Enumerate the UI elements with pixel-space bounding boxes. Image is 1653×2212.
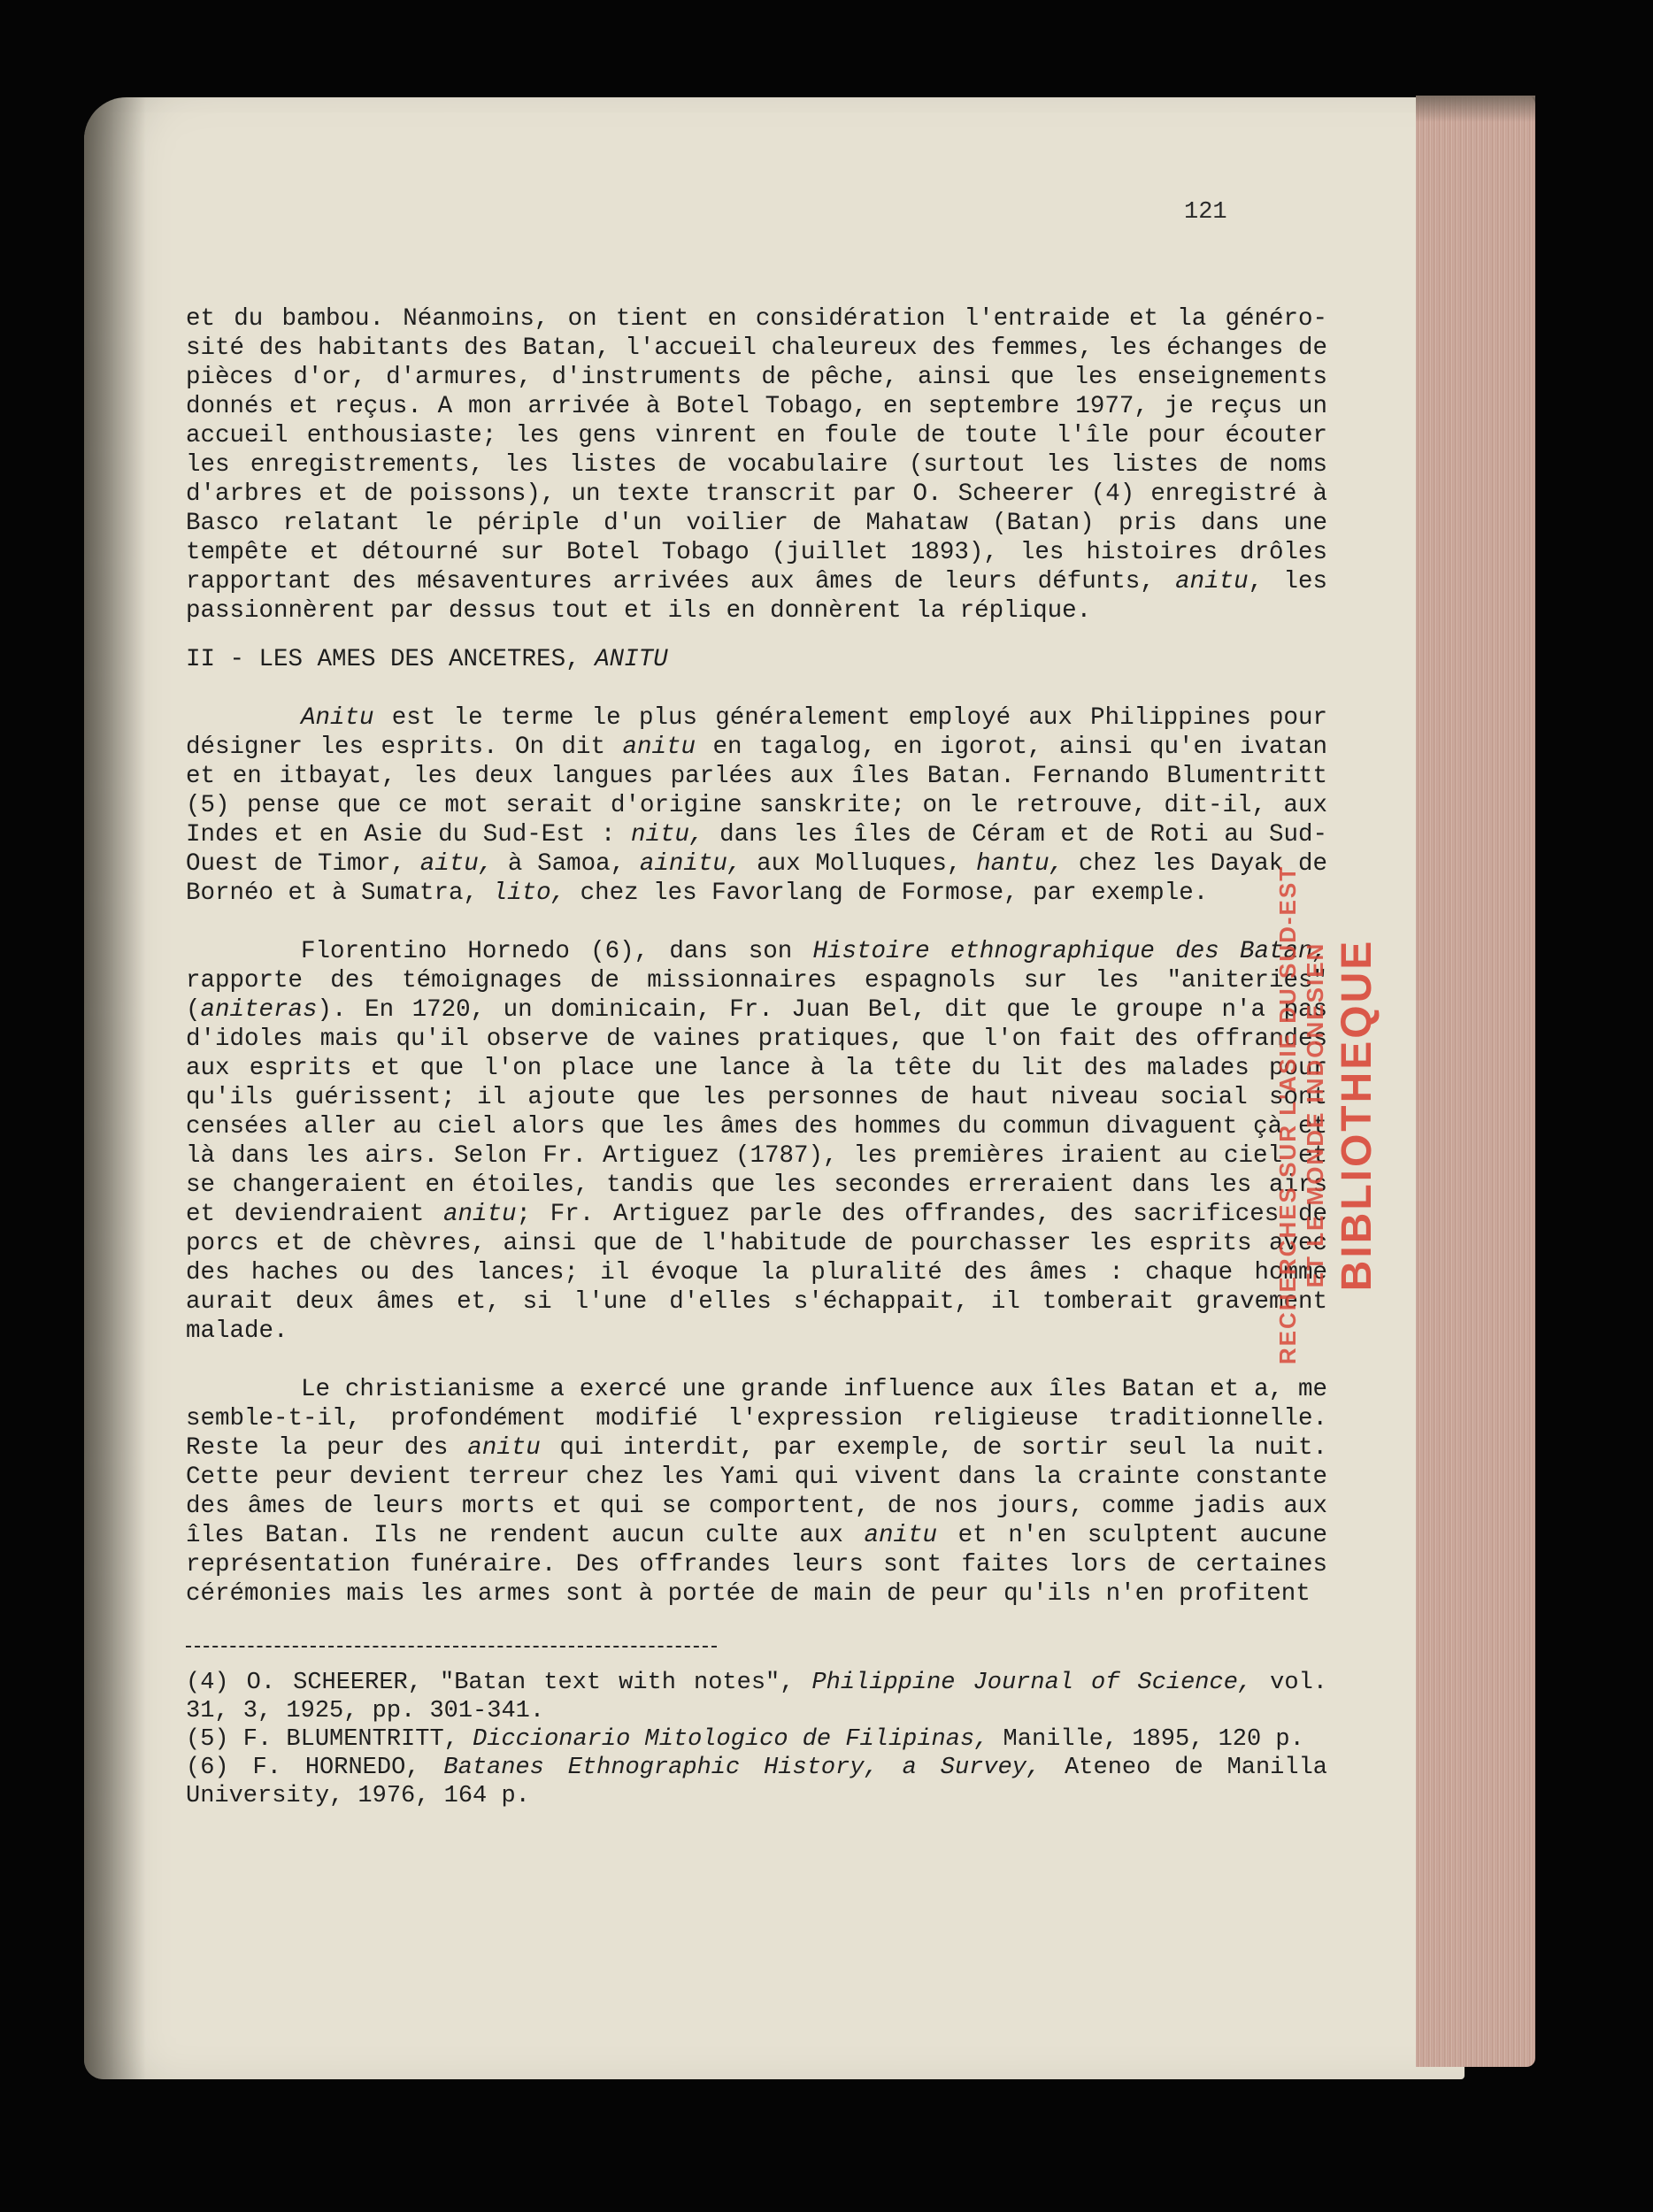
italic-run: nitu, [631, 821, 704, 849]
italic-run: aitu, [419, 850, 494, 878]
paragraph-2: Anitu est le terme le plus généralement employé aux Philippines pour désigner les esprits. On dit anitu en tagalog, en igorot, ainsi qu'en ivatan et en itbayat, les deux langues parlées aux îles Batan. Fernando Blumentritt (5) pense que ce mot serait d'origine sanskrite; on le retrouve, dit-il, aux Indes et en Asie du Sud-Est : nitu, dans les îles de Céram et de Roti au Sud-Ouest de Timor, aitu, à Samoa, ainitu, aux Molluques, hantu, chez les Dayak de Bornéo et à Sumatra, lito, chez les Favorlang de Formose, par exemple. [186, 704, 1328, 907]
footnote-separator [186, 1646, 717, 1647]
footnote-5: (5) F. BLUMENTRITT, Diccionario Mitologico de Filipinas, Manille, 1895, 120 p. [186, 1726, 1304, 1753]
italic-run: lito, [492, 879, 566, 907]
page-edges [1416, 96, 1535, 2067]
section-heading-italic: ANITU [595, 646, 668, 673]
page-number: 121 [1184, 199, 1227, 226]
italic-run: Diccionario Mitologico de Filipinas, [473, 1726, 989, 1753]
section-heading [186, 645, 1327, 674]
italic-run: ainitu, [639, 850, 742, 878]
italic-run: Histoire ethnographique des Batan, [812, 938, 1328, 965]
stamp-line-1: RECHERCHES SUR L'ASIE DU SUD-EST [1274, 864, 1301, 1365]
footnote-6: (6) F. HORNEDO, Batanes Ethnographic History, a Survey, Ateneo de Manilla University, 1976, 164 p. [186, 1755, 1327, 1809]
italic-run: anitu [622, 733, 696, 761]
italic-run: aniteras [200, 996, 318, 1024]
italic-run: anitu [864, 1522, 937, 1549]
italic-run: anitu [443, 1201, 517, 1228]
paragraph-3: Florentino Hornedo (6), dans son Histoire ethnographique des Batan, rapporte des témoignages de missionnaires espagnols sur les "aniteries" (aniteras). En 1720, un dominicain, Fr. Juan Bel, dit que le groupe n'a pas d'idoles mais qu'il observe de vaines pratiques, que l'on fait des offrandes aux esprits et que l'on place une lance à la tête du lit des malades pour qu'ils guérissent; il ajoute que les personnes de haut niveau social sont censées aller au ciel alors que les âmes des hommes du commun divaguent çà et là dans les airs. Selon Fr. Artiguez (1787), les premières iraient au ciel et se changeraient en étoiles, tandis que les secondes erreraient dans les airs et deviendraient anitu; Fr. Artiguez parle des offrandes, des sacrifices de porcs et de chèvres, ainsi que de l'habitude de pourchasser les esprits avec des haches ou des lances; il évoque la pluralité des âmes : chaque homme aurait deux âmes et, si l'une d'elles s'échappait, il tomberait gravement malade. [186, 938, 1328, 1345]
stamp-line-3: BIBLIOTHEQUE [1334, 938, 1380, 1292]
italic-run: hantu, [976, 850, 1065, 878]
stamp-line-2: ET LE MONDE INDONESIEN [1302, 941, 1328, 1288]
italic-run: anitu [467, 1434, 541, 1462]
page-edges-shadow [1416, 96, 1535, 122]
footnote-4: (4) O. SCHEERER, "Batan text with notes", Philippine Journal of Science, vol. 31, 3, 1925, pp. 301-341. [186, 1670, 1327, 1724]
italic-run: Batanes Ethnographic History, a Survey, [443, 1755, 1042, 1781]
section-heading-prefix: II - LES AMES DES ANCETRES, [186, 646, 596, 673]
paragraph-4: Le christianisme a exercé une grande influence aux îles Batan et a, me semble-t-il, profondément modifié l'expression religieuse traditionnelle. Reste la peur des anitu qui interdit, par exemple, de sortir seul la nuit. Cette peur devient terreur chez les Yami qui vivent dans la crainte constante des âmes de leurs morts et qui se comportent, de nos jours, comme jadis aux îles Batan. Ils ne rendent aucun culte aux anitu et n'en sculptent aucune représentation funéraire. Des offrandes leurs sont faites lors de certaines cérémonies mais les armes sont à portée de main de peur qu'ils n'en profitent [186, 1376, 1327, 1608]
italic-run: anitu [1175, 568, 1249, 595]
library-stamp [1274, 805, 1380, 1425]
paragraph-1: et du bambou. Néanmoins, on tient en considération l'entraide et la généro-sité des habitants des Batan, l'accueil chaleureux des femmes, les échanges de pièces d'or, d'armures, d'instruments de pêche, ainsi que les enseignements donnés et reçus. A mon arrivée à Botel Tobago, en septembre 1977, je reçus un accueil enthousiaste; les gens vinrent en foule de toute l'île pour écouter les enregistrements, les listes de vocabulaire (surtout les listes de noms d'arbres et de poissons), un texte transcrit par O. Scheerer (4) enregistré à Basco relatant le périple d'un voilier de Mahataw (Batan) pris dans une tempête et détourné sur Botel Tobago (juillet 1893), les histoires drôles rapportant des mésaventures arrivées aux âmes de leurs défunts, anitu, les passionnèrent par dessus tout et ils en donnèrent la réplique. [186, 305, 1328, 625]
page-text [186, 304, 1327, 1810]
footnotes [186, 1669, 1327, 1810]
italic-run: Anitu [301, 704, 374, 732]
italic-run: Philippine Journal of Science, [811, 1670, 1253, 1696]
gutter-shadow [84, 97, 146, 2079]
